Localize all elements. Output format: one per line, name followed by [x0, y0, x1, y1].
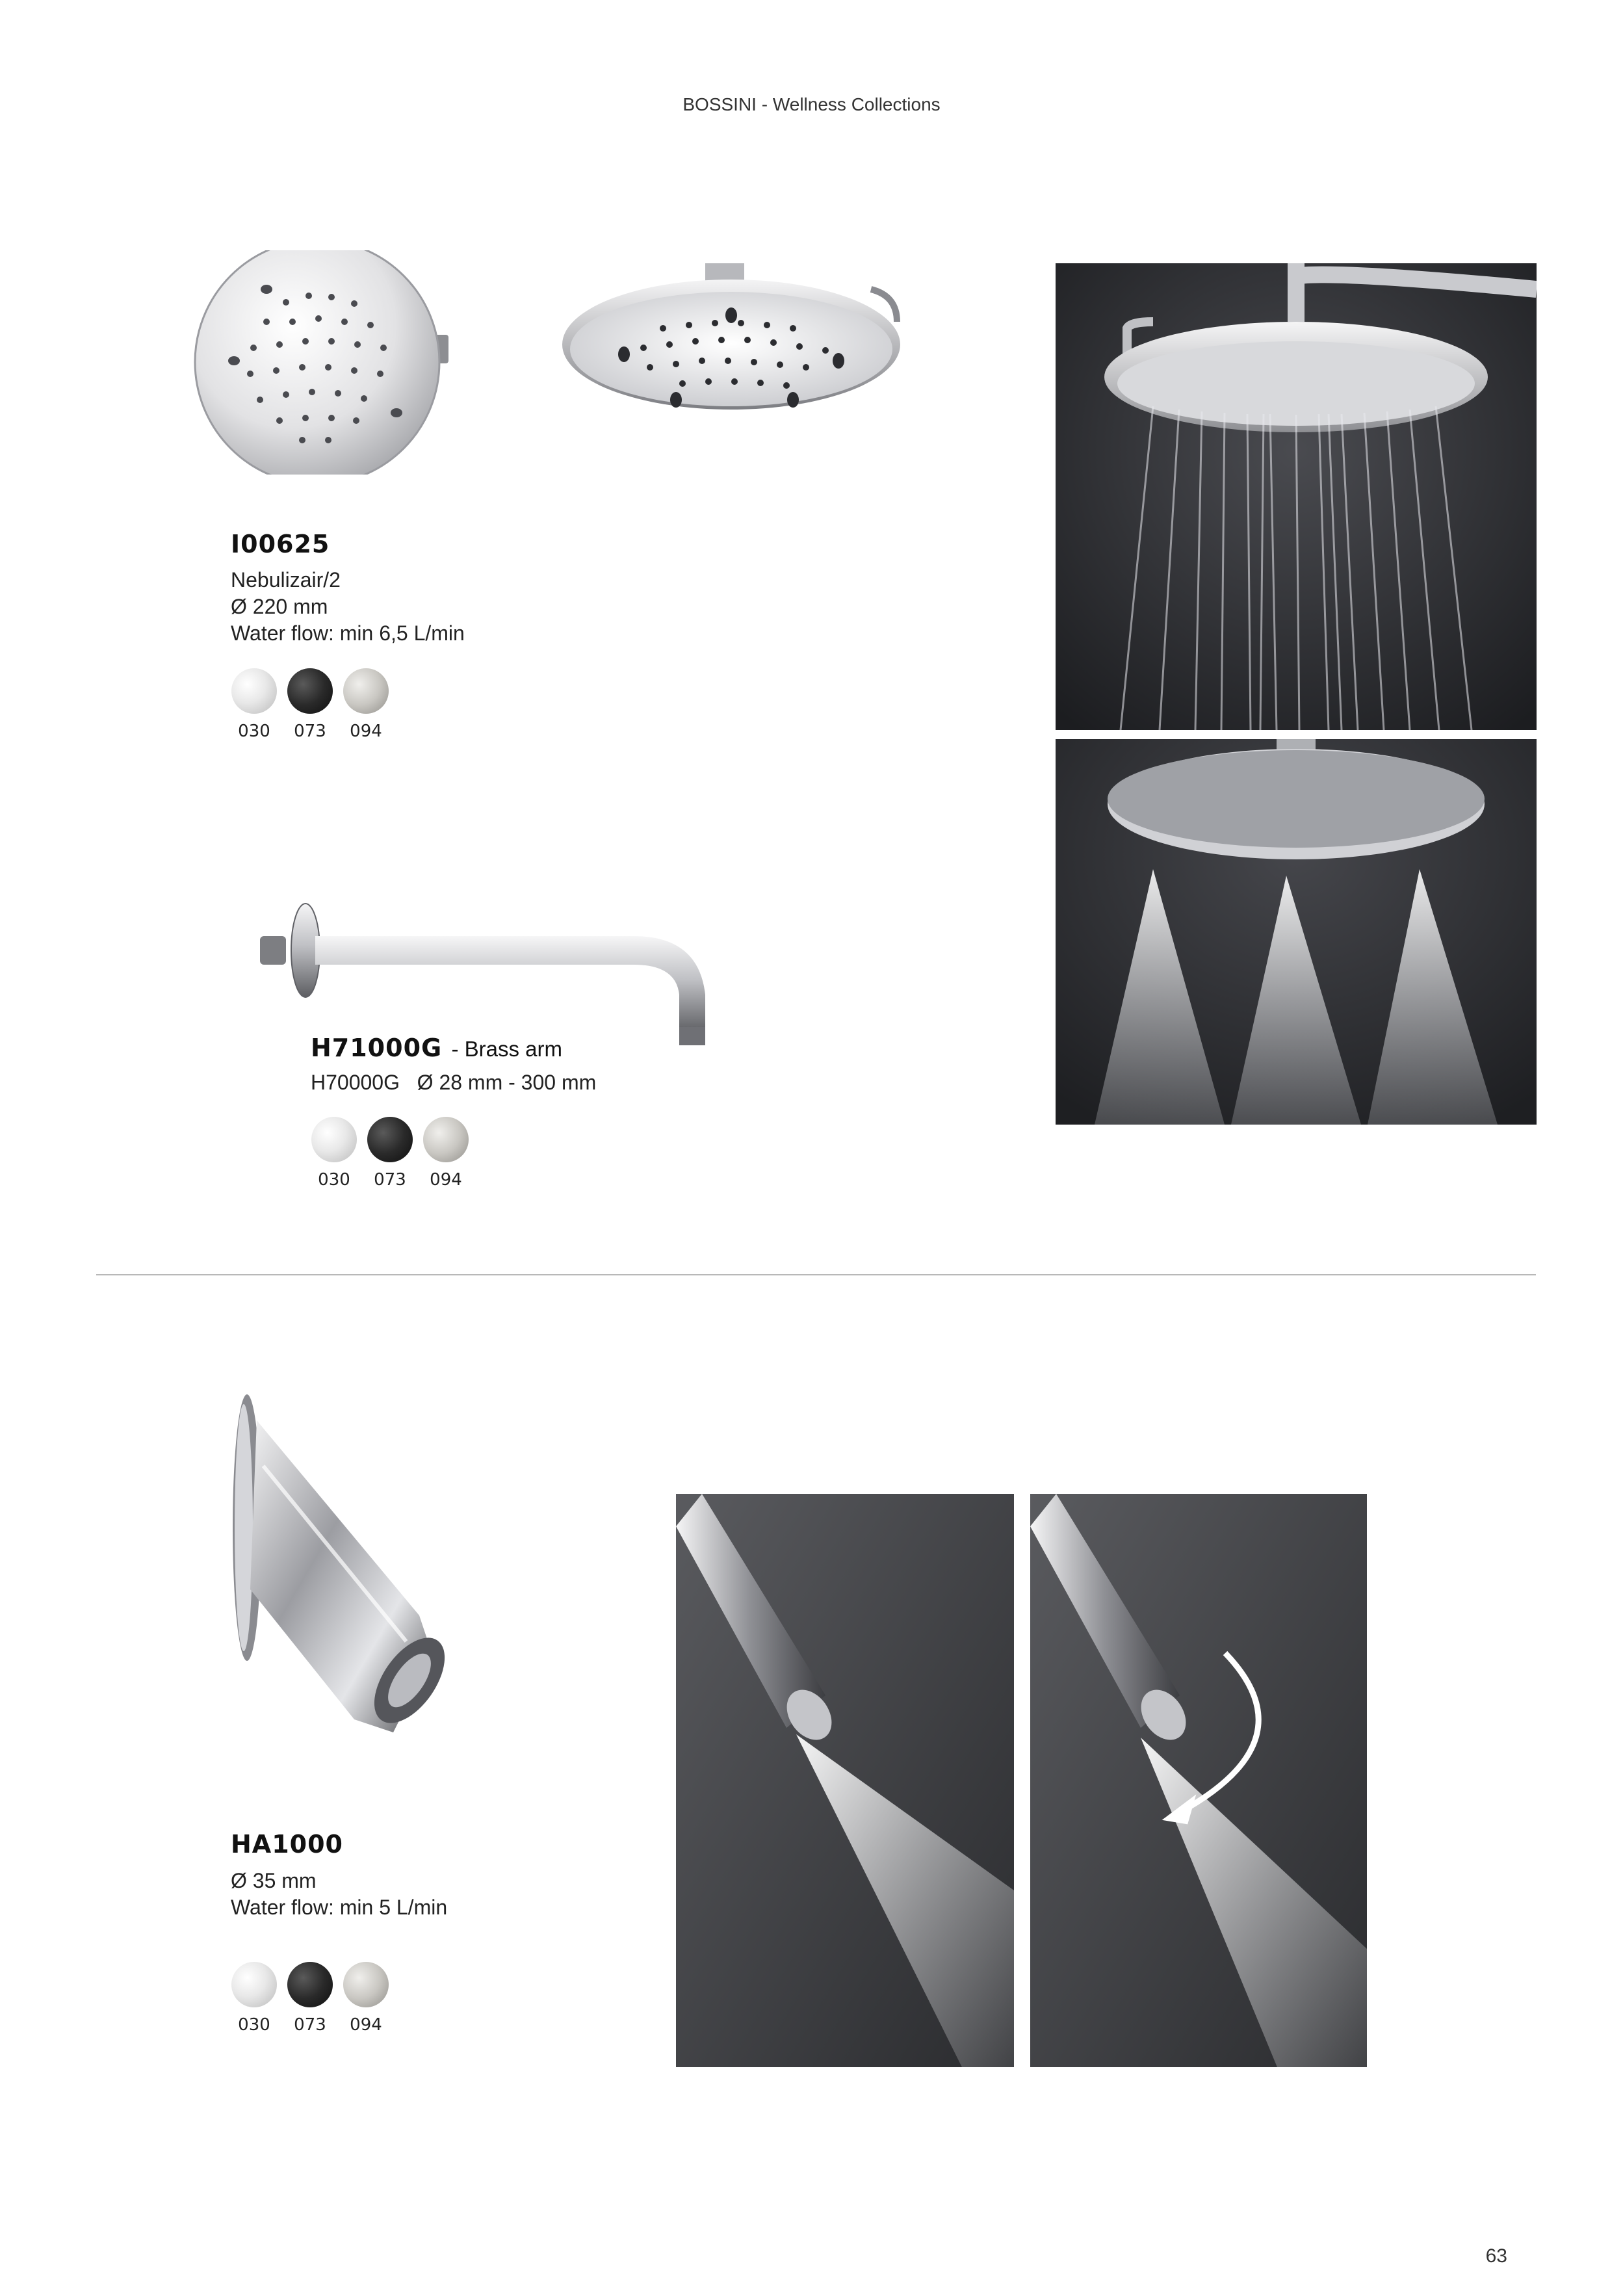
mist-spray-photo	[1056, 739, 1537, 1125]
side-jet-image	[224, 1394, 497, 1732]
product-code: H71000G	[311, 1034, 443, 1062]
product-code-h71000g	[311, 1034, 562, 1062]
product-spec: Water flow: min 6,5 L/min	[231, 621, 465, 645]
finish-swatch-030	[311, 1117, 357, 1162]
product-spec: Nebulizair/2	[231, 568, 341, 592]
shower-arm-image	[257, 897, 725, 1053]
finish-label: 073	[294, 2015, 326, 2035]
shower-head-angled-image	[559, 263, 913, 426]
finish-swatch-094	[423, 1117, 469, 1162]
product-spec-list	[231, 1868, 447, 1921]
product-spec: Ø 35 mm	[231, 1869, 317, 1892]
product-spec: Ø 28 mm - 300 mm	[417, 1071, 597, 1094]
finish-label: 030	[238, 2015, 270, 2035]
page-number: 63	[1485, 2245, 1507, 2267]
finish-swatch-030	[231, 1962, 277, 2007]
section-divider	[96, 1274, 1536, 1275]
finish-label: 094	[350, 2015, 382, 2035]
finish-label: 030	[238, 722, 270, 741]
jet-adjustable-spray-photo	[1030, 1494, 1367, 2067]
shower-head-top-view-image	[188, 250, 455, 475]
finish-swatch-094	[343, 668, 389, 714]
product-spec: Ø 220 mm	[231, 595, 328, 618]
finish-label: 073	[294, 722, 326, 741]
finish-label: 030	[318, 1170, 350, 1190]
finish-swatch-073	[367, 1117, 413, 1162]
product-spec: H70000G	[311, 1071, 400, 1094]
product-subtitle: - Brass arm	[451, 1037, 562, 1061]
product-code-ha1000: HA1000	[231, 1830, 343, 1859]
finish-label: 094	[430, 1170, 462, 1190]
page-header: BOSSINI - Wellness Collections	[682, 94, 941, 114]
finish-swatch-073	[287, 668, 333, 714]
finish-swatch-073	[287, 1962, 333, 2007]
product-spec: Water flow: min 5 L/min	[231, 1896, 448, 1919]
finish-swatch-094	[343, 1962, 389, 2007]
product-spec-list	[311, 1069, 596, 1096]
product-code-i00625: I00625	[231, 530, 330, 558]
jet-spray-photo	[676, 1494, 1014, 2067]
finish-label: 094	[350, 722, 382, 741]
finish-label: 073	[374, 1170, 406, 1190]
rain-spray-photo	[1056, 263, 1537, 730]
product-spec-list	[231, 567, 465, 647]
finish-swatch-030	[231, 668, 277, 714]
